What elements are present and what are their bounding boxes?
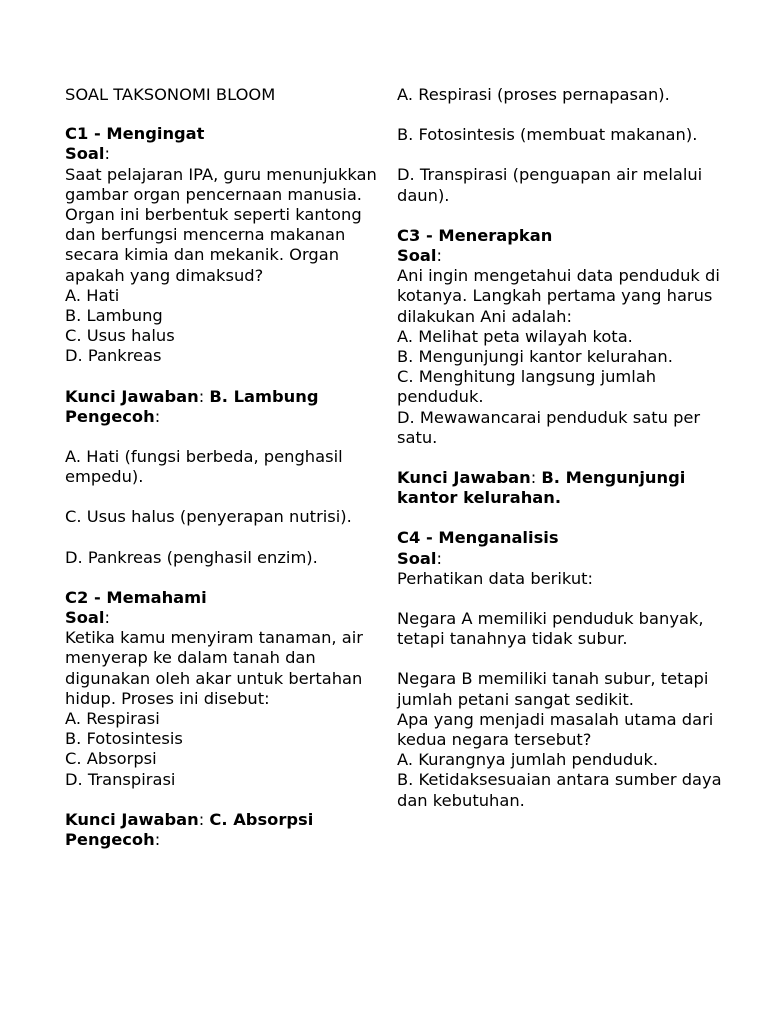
paragraph-gap — [397, 105, 727, 125]
text-run: D. Mewawancarai penduduk satu per satu. — [397, 407, 701, 447]
text-run: B. Fotosintesis (membuat makanan). — [397, 125, 698, 145]
answer-option — [65, 749, 383, 769]
question-text — [397, 609, 727, 649]
text-run: : — [104, 608, 110, 628]
text-run: Negara A memiliki penduduk banyak, tetapi tanahnya tidak subur. — [397, 609, 704, 649]
answer-option — [65, 729, 383, 749]
answer-option — [397, 327, 727, 347]
text-run: : — [436, 548, 442, 568]
text-run: : — [530, 468, 542, 488]
question-text — [397, 266, 727, 327]
text-run: D. Pankreas (penghasil enzim). — [65, 547, 318, 567]
section-heading — [397, 226, 727, 246]
text-run: D. Transpirasi (penguapan air melalui daun). — [397, 165, 703, 205]
answer-option — [397, 750, 727, 770]
bold-text: Soal — [65, 608, 105, 628]
question-text — [65, 165, 383, 286]
text-run: Ketika kamu menyiram tanaman, air menyerap ke dalam tanah dan digunakan oleh akar untuk bertahan hidup. Proses ini disebut: — [65, 628, 363, 708]
paragraph-gap — [65, 528, 383, 548]
text-run: C. Menghitung langsung jumlah penduduk. — [397, 367, 657, 407]
right-column — [397, 85, 727, 811]
question-text — [397, 710, 727, 750]
paragraph-gap — [397, 145, 727, 165]
text-run: D. Transpirasi — [65, 769, 176, 789]
answer-option — [397, 408, 727, 448]
section-heading — [65, 588, 383, 608]
bold-text: Kunci Jawaban — [65, 386, 199, 406]
paragraph-gap — [65, 790, 383, 810]
text-run: A. Hati — [65, 285, 120, 305]
text-run: A. Hati (fungsi berbeda, penghasil empedu). — [65, 447, 343, 487]
bold-text: B. Mengunjungi kantor kelurahan. — [397, 468, 686, 508]
text-run: C. Usus halus (penyerapan nutrisi). — [65, 507, 352, 527]
text-run: : — [154, 830, 161, 850]
paragraph-gap — [65, 367, 383, 387]
bold-text: C2 - Memahami — [65, 587, 207, 607]
question-text — [397, 569, 727, 589]
bold-text: Soal — [65, 144, 105, 164]
answer-option — [65, 548, 383, 568]
text-run: : — [198, 386, 210, 406]
bold-text: C1 - Mengingat — [65, 124, 205, 144]
paragraph-gap — [397, 649, 727, 669]
text-run: Saat pelajaran IPA, guru menunjukkan gambar organ pencernaan manusia. Organ ini berbentuk seperti kantong dan berfungsi mencerna makanan secara kimia dan mekanik. Organ apakah yang dimaksud? — [65, 164, 377, 285]
paragraph-gap — [397, 206, 727, 226]
text-run: B. Fotosintesis — [65, 729, 183, 749]
question-text — [65, 628, 383, 709]
bold-text: Soal — [397, 246, 437, 266]
paragraph-gap — [65, 427, 383, 447]
paragraph-gap — [397, 508, 727, 528]
answer-option — [65, 306, 383, 326]
answer-option — [65, 326, 383, 346]
question-label — [397, 246, 727, 266]
text-run: A. Respirasi (proses pernapasan). — [397, 85, 670, 104]
distractor-label — [65, 407, 383, 427]
section-heading — [397, 528, 727, 548]
section-heading — [65, 124, 383, 144]
text-run: A. Kurangnya jumlah penduduk. — [397, 750, 659, 770]
paragraph-gap — [65, 568, 383, 588]
text-run: : — [198, 809, 210, 829]
answer-option — [65, 709, 383, 729]
bold-text: Kunci Jawaban — [397, 468, 531, 488]
text-run: B. Ketidaksesuaian antara sumber daya dan kebutuhan. — [397, 770, 722, 810]
text-run: D. Pankreas — [65, 346, 162, 366]
text-run: Negara B memiliki tanah subur, tetapi jumlah petani sangat sedikit. — [397, 669, 709, 709]
question-text — [397, 669, 727, 709]
answer-option — [397, 367, 727, 407]
text-run: C. Usus halus — [65, 326, 175, 346]
text-run: B. Lambung — [65, 306, 163, 326]
bold-text: Pengecoh — [65, 406, 155, 426]
answer-option — [397, 770, 727, 810]
question-label — [65, 608, 383, 628]
paragraph-gap — [397, 448, 727, 468]
answer-option — [65, 507, 383, 527]
question-label — [65, 144, 383, 164]
text-run: A. Respirasi — [65, 709, 160, 729]
bold-text: C. Absorpsi — [209, 809, 314, 829]
answer-option — [397, 125, 727, 145]
text-run: : — [436, 246, 442, 266]
answer-option — [65, 286, 383, 306]
answer-key — [65, 387, 383, 407]
paragraph-gap — [397, 589, 727, 609]
document-title: SOAL TAKSONOMI BLOOM — [65, 85, 276, 104]
answer-key — [397, 468, 727, 508]
bold-text: Kunci Jawaban — [65, 809, 199, 829]
text-run: A. Melihat peta wilayah kota. — [397, 326, 633, 346]
distractor-label — [65, 830, 383, 850]
answer-option — [65, 447, 383, 487]
bold-text: C3 - Menerapkan — [397, 225, 553, 245]
text-run: Perhatikan data berikut: — [397, 568, 594, 588]
bold-text: Soal — [397, 548, 437, 568]
text-run: : — [104, 144, 110, 164]
text-run: C. Absorpsi — [65, 749, 157, 769]
text-run: Apa yang menjadi masalah utama dari kedua negara tersebut? — [397, 709, 714, 750]
bold-text: C4 - Menganalisis — [397, 528, 559, 548]
question-label — [397, 549, 727, 569]
answer-option — [397, 85, 727, 105]
bold-text: Pengecoh — [65, 830, 155, 850]
answer-option — [65, 346, 383, 366]
answer-key — [65, 810, 383, 830]
left-column — [65, 85, 383, 850]
text-run: : — [154, 406, 161, 426]
answer-option — [397, 347, 727, 367]
text-run: Ani ingin mengetahui data penduduk di kotanya. Langkah pertama yang harus dilakukan Ani adalah: — [397, 266, 720, 326]
bold-text: B. Lambung — [209, 386, 319, 406]
paragraph-gap — [65, 487, 383, 507]
text-run: B. Mengunjungi kantor kelurahan. — [397, 347, 673, 367]
answer-option — [65, 770, 383, 790]
answer-option — [397, 165, 727, 205]
